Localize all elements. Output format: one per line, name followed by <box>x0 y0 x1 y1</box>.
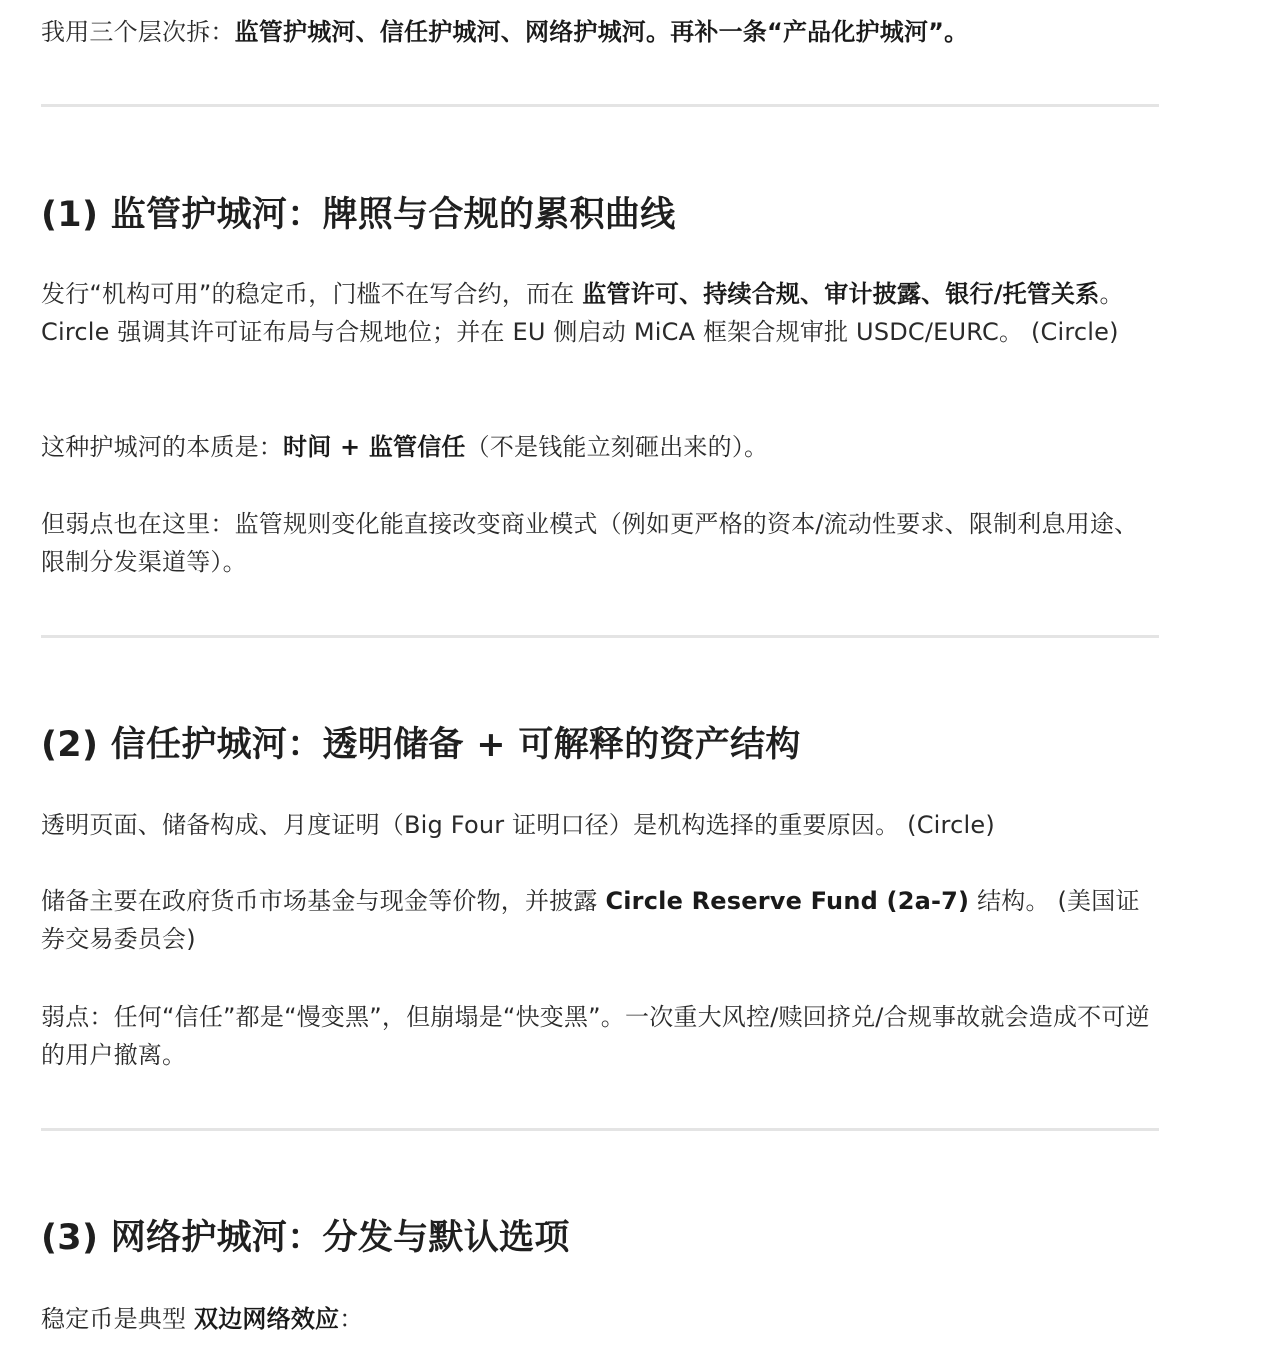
section-2-paragraph-1: 透明页面、储备构成、月度证明（Big Four 证明口径）是机构选择的重要原因。 (Circle) <box>41 811 995 839</box>
section-divider <box>41 1128 1159 1131</box>
section-2-paragraph-3: 弱点：任何“信任”都是“慢变黑”，但崩塌是“快变黑”。一次重大风控/赎回挤兑/合规事故就会造成不可逆的用户撤离。 <box>41 1003 1150 1069</box>
paragraph-bold-text: 时间 + 监管信任 <box>283 433 466 461</box>
intro-bold-text: 监管护城河、信任护城河、网络护城河。再补一条“产品化护城河”。 <box>234 18 969 46</box>
intro-paragraph <box>41 13 1159 51</box>
section-2-paragraph-2 <box>41 882 1159 958</box>
paragraph-text: 稳定币是典型 <box>41 1305 195 1333</box>
section-divider <box>41 104 1159 107</box>
section-1-paragraph-3: 但弱点也在这里：监管规则变化能直接改变商业模式（例如更严格的资本/流动性要求、限制利息用途、限制分发渠道等）。 <box>41 510 1139 576</box>
paragraph-bold-text: Circle Reserve Fund (2a-7) <box>605 887 970 915</box>
section-divider <box>41 635 1159 638</box>
paragraph-text: ： <box>339 1305 364 1333</box>
section-1-paragraph-1 <box>41 275 1159 351</box>
paragraph-bold-text: 双边网络效应 <box>194 1305 340 1333</box>
paragraph-text: （不是钱能立刻砸出来的）。 <box>465 433 769 461</box>
intro-text: 我用三个层次拆： <box>41 18 235 46</box>
paragraph-text: 这种护城河的本质是： <box>41 433 283 461</box>
section-1-heading: (1) 监管护城河：牌照与合规的累积曲线 <box>41 195 676 235</box>
paragraph-bold-text: 监管许可、持续合规、审计披露、银行/托管关系 <box>582 280 1100 308</box>
paragraph-text: 。Circle 强调其许可证布局与合规地位；并在 EU 侧启动 MiCA 框架合规审批 USDC/EURC。 (Circle) <box>41 280 1124 346</box>
section-1-paragraph-2 <box>41 428 1159 466</box>
section-2-heading: (2) 信任护城河：透明储备 + 可解释的资产结构 <box>41 725 801 765</box>
section-3-heading: (3) 网络护城河：分发与默认选项 <box>41 1218 570 1258</box>
paragraph-text: 结构。 (美国证券交易委员会) <box>41 887 1140 953</box>
paragraph-text: 储备主要在政府货币市场基金与现金等价物，并披露 <box>41 887 606 915</box>
paragraph-text: 发行“机构可用”的稳定币，门槛不在写合约，而在 <box>41 280 583 308</box>
section-3-paragraph-1 <box>41 1300 1159 1338</box>
